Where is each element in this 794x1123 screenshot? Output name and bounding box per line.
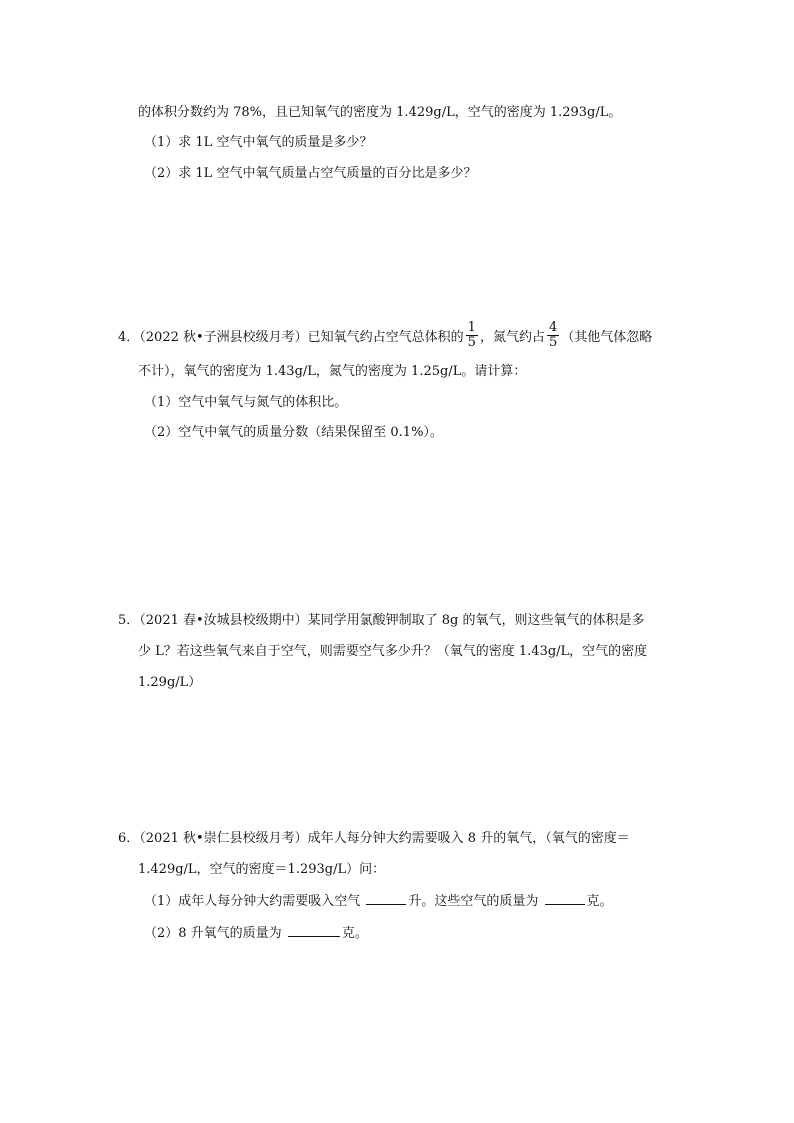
q4-sub-question-1: （1）空气中氧气与氮气的体积比。 [144, 395, 348, 410]
q4-sub-question-2: （2）空气中氧气的质量分数（结果保留至 0.1%）。 [144, 425, 443, 440]
q5-line-3: 1.29g/L） [138, 675, 202, 690]
q6-line-2: 1.429g/L，空气的密度＝1.293g/L）问： [138, 862, 386, 877]
q6-sub1-text-a: （1）成年人每分钟大约需要吸入空气 [144, 894, 365, 909]
q3-sub-question-1: （1）求 1L 空气中氧气的质量是多少？ [144, 135, 373, 150]
answer-blank-air-mass[interactable] [545, 892, 585, 905]
q6-line-1: 6．（2021 秋•崇仁县校级月考）成年人每分钟大约需要吸入 8 升的氧气，（氧气的密度＝ [118, 831, 630, 846]
q6-sub1-text-c: 克。 [586, 894, 613, 909]
q4-text-b: ，氮气约占 [479, 330, 545, 345]
fraction-denominator: 5 [548, 335, 558, 350]
answer-blank-oxygen-mass[interactable] [288, 924, 340, 937]
q4-text-c: （其他气体忽略 [561, 330, 653, 345]
fraction-numerator: 1 [467, 320, 476, 335]
fraction-four-fifths [547, 321, 559, 350]
q4-line-1 [118, 320, 653, 352]
answer-blank-air-volume[interactable] [366, 892, 406, 905]
q6-sub-question-1 [144, 892, 613, 911]
fraction-denominator: 5 [467, 335, 476, 350]
q4-text-a: 4．（2022 秋•子洲县校级月考）已知氧气约占空气总体积的 [118, 330, 464, 345]
q3-sub-question-2: （2）求 1L 空气中氧气质量占空气质量的百分比是多少？ [144, 166, 477, 181]
fraction-numerator: 4 [548, 320, 558, 335]
q5-line-1: 5．（2021 春•汝城县校级期中）某同学用氯酸钾制取了 8g 的氧气，则这些氧气的体积是多 [118, 613, 645, 628]
q6-sub1-text-b: 升。这些空气的质量为 [408, 894, 543, 909]
q6-sub2-text-b: 克。 [341, 926, 368, 941]
fraction-one-fifth [466, 321, 478, 350]
q6-sub-question-2 [144, 924, 368, 943]
q5-line-2: 少 L？若这些氧气来自于空气，则需要空气多少升？（氧气的密度 1.43g/L，空气的密度 [138, 644, 648, 659]
q4-line-2: 不计），氧气的密度为 1.43g/L，氮气的密度为 1.25g/L。请计算： [138, 364, 527, 379]
q6-sub2-text-a: （2）8 升氧气的质量为 [144, 926, 286, 941]
q3-line-1: 的体积分数约为 78%，且已知氧气的密度为 1.429g/L，空气的密度为 1.293g/L。 [138, 105, 622, 120]
